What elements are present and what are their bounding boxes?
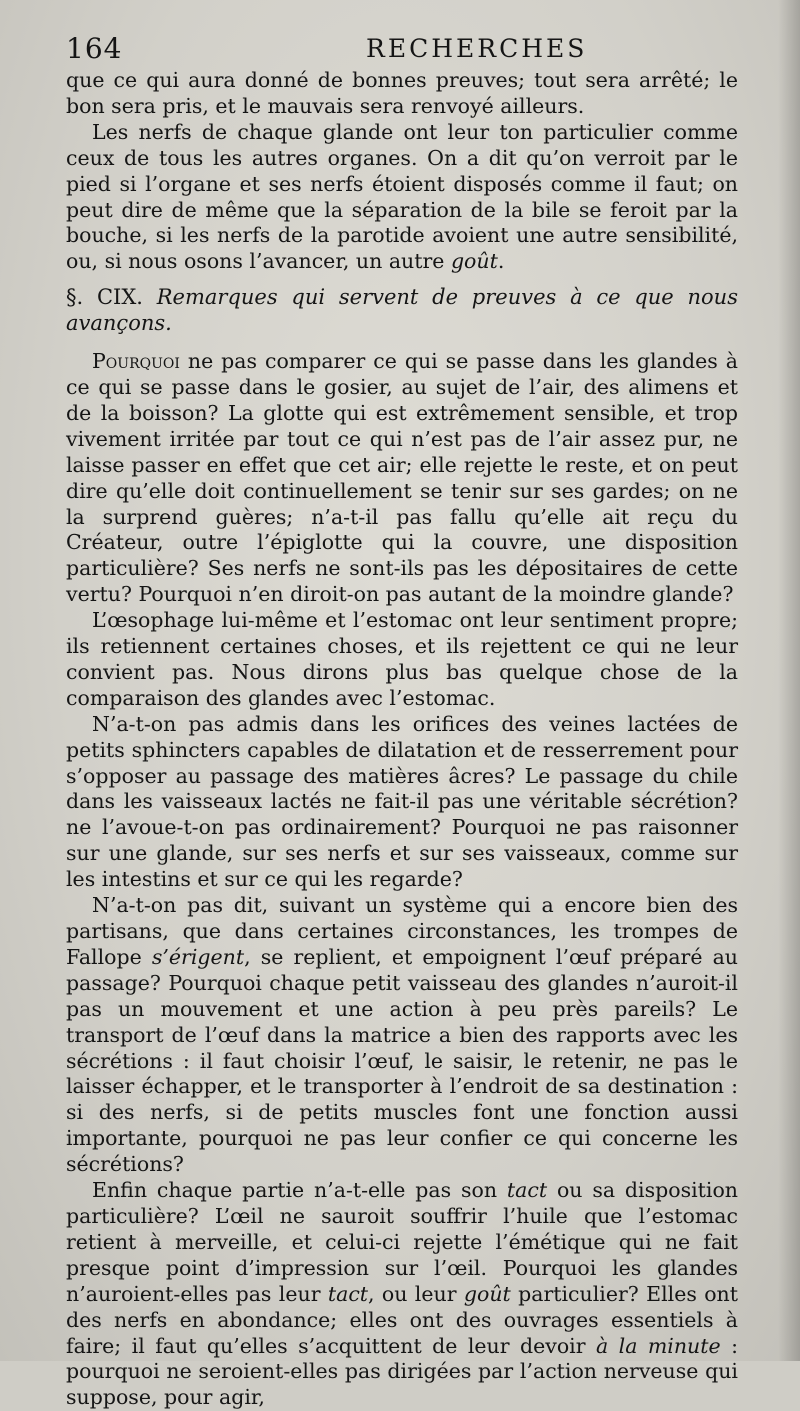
page-edge-shadow: [778, 0, 800, 1361]
page-number: 164: [66, 32, 123, 65]
text-run: Les nerfs de chaque glande ont leur ton particulier comme ceux de tous les autres organes. On a dit qu’on verroit par le pied si l’organe et ses nerfs étoient disposés comme il faut; on peut dire de même que la séparation de la bile se feroit par la bouche, si les nerfs de la parotide avoient une autre sensibilité, ou, si nous osons l’avancer, un autre: [66, 119, 738, 274]
paragraph-nerfs-des-glandes: [66, 120, 738, 275]
italic-term-gout: goût: [450, 249, 498, 274]
text-run: , se replient, et empoignent l’œuf préparé au passage? Pourquoi chaque petit vaisseau des glandes n’auroit-il pas un mouvement et une action à peu près pareils? Le transport de l’œuf dans la matrice a bien des rapports avec les sécrétions : il faut choisir l’œuf, le saisir, le retenir, ne pas le laisser échapper, et le transporter à l’endroit de sa destination : si des nerfs, si de petits muscles font une fonction aussi importante, pourquoi ne pas leur confier ce qui concerne les sécrétions?: [66, 944, 738, 1177]
section-number: §. CIX.: [66, 285, 143, 310]
paragraph-trompes-fallope: [66, 893, 738, 1178]
text-run: Enfin chaque partie n’a-t-elle pas son: [92, 1178, 507, 1203]
running-title: RECHERCHES: [366, 34, 588, 63]
paragraph-oesophage: L’œsophage lui-même et l’estomac ont leur sentiment propre; ils retiennent certaines choses, et ils rejettent ce qui ne leur convient pas. Nous dirons plus bas quelque chose de la comparaison des glandes avec l’estomac.: [66, 608, 738, 710]
italic-term-gout: goût: [463, 1281, 511, 1306]
text-run: , ou leur: [368, 1281, 464, 1306]
text-run: particulier? Elles ont des nerfs en abondance; elles ont des ouvrages essentiels à faire; il faut qu’elles s’acquittent de leur devoir: [66, 1281, 738, 1358]
italic-term-erigent: s’érigent: [151, 944, 245, 969]
text-run: .: [497, 249, 505, 274]
italic-term-a-la-minute: à la minute: [595, 1333, 721, 1358]
section-heading: [66, 285, 738, 337]
body-text: [66, 68, 738, 1411]
text-run: ne pas comparer ce qui se passe dans les glandes à ce qui se passe dans le gosier, au sujet de l’air, des alimens et de la boisson? La glotte qui est extrêmement sensible, et trop vivement irritée par tout ce qui n’est pas de l’air assez pur, ne laisse passer en effet que cet air; elle rejette le reste, et on peut dire qu’elle doit continuellement se tenir sur ses gardes; on ne la surprend guères; n’a-t-il pas fallu qu’elle ait reçu du Créateur, outre l’épiglotte qui la couvre, une disposition particulière? Ses nerfs ne sont-ils pas les dépositaires de cette vertu? Pourquoi n’en diroit-on pas autant de la moindre glande?: [66, 349, 738, 607]
paragraph-tact: [66, 1178, 738, 1411]
page-header: [66, 30, 734, 64]
paragraph-lead-word: Pourquoi: [92, 349, 180, 374]
text-run: : pourquoi ne seroient-elles pas dirigées par l’action nerveuse qui suppose, pour agir,: [66, 1333, 738, 1410]
paragraph-veines-lactees: N’a-t-on pas admis dans les orifices des veines lactées de petits sphincters capables de dilatation et de resserrement pour s’opposer au passage des matières âcres? Le passage du chile dans les vaisseaux lactés ne fait-il pas une véritable sécrétion? ne l’avoue-t-on pas ordinairement? Pourquoi ne pas raisonner sur une glande, sur ses nerfs et sur ses vaisseaux, comme sur les intestins et sur ce qui les regarde?: [66, 711, 738, 892]
italic-term-tact: tact: [506, 1178, 548, 1203]
section-title: Remarques qui servent de preuves à ce que nous avançons.: [66, 285, 738, 336]
paragraph-continuation: que ce qui aura donné de bonnes preuves; tout sera arrêté; le bon sera pris, et le mauvais sera renvoyé ailleurs.: [66, 68, 738, 118]
text-run: ou sa disposition particulière? L’œil ne sauroit souffrir l’huile que l’estomac retient à merveille, et celui-ci rejette l’émétique qui ne fait presque point d’impression sur l’œil. Pourquoi les glandes n’auroient-elles pas leur: [66, 1178, 738, 1306]
text-run: N’a-t-on pas dit, suivant un système qui a encore bien des partisans, que dans certaines circonstances, les trompes de Fallope: [66, 893, 738, 969]
italic-term-tact: tact: [327, 1281, 369, 1306]
paragraph-glotte: [66, 349, 738, 608]
